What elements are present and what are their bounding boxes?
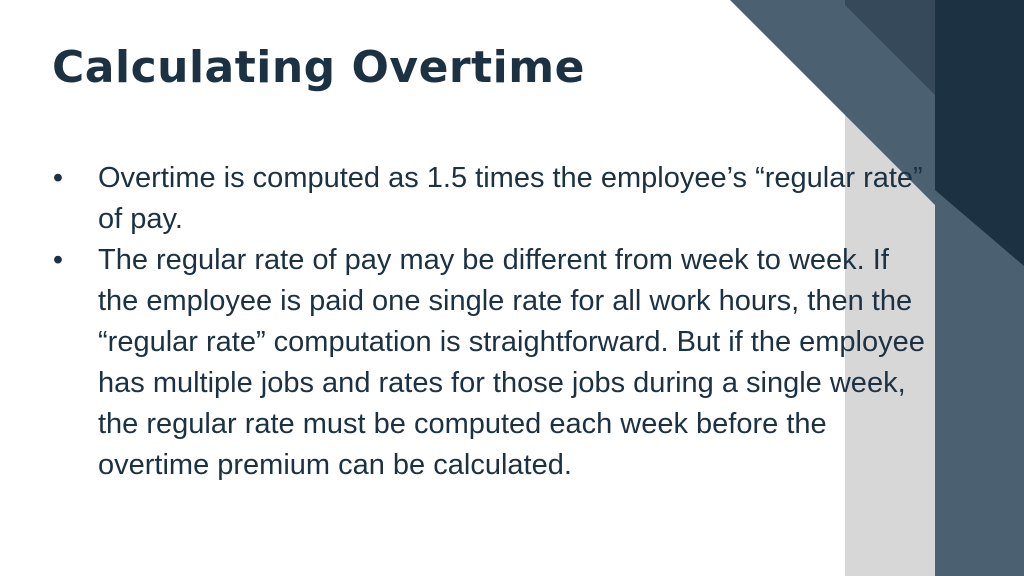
- bullet-dot-icon: •: [52, 244, 64, 276]
- bullet-item: [48, 240, 928, 486]
- bullet-text: Overtime is computed as 1.5 times the employee’s “regular rate” of pay.: [98, 162, 923, 235]
- bullet-text: The regular rate of pay may be different from week to week. If the employee is paid one single rate for all work hours, then the “regular rate” computation is straightforward. But if the employee has multiple jobs and rates for those jobs during a single week, the regular rate must be computed each week before the overtime premium can be calculated.: [98, 244, 925, 481]
- bullet-list: [48, 158, 928, 486]
- bullet-dot-icon: •: [52, 162, 64, 194]
- slide-title: Calculating Overtime: [52, 42, 585, 93]
- bullet-item: [48, 158, 928, 240]
